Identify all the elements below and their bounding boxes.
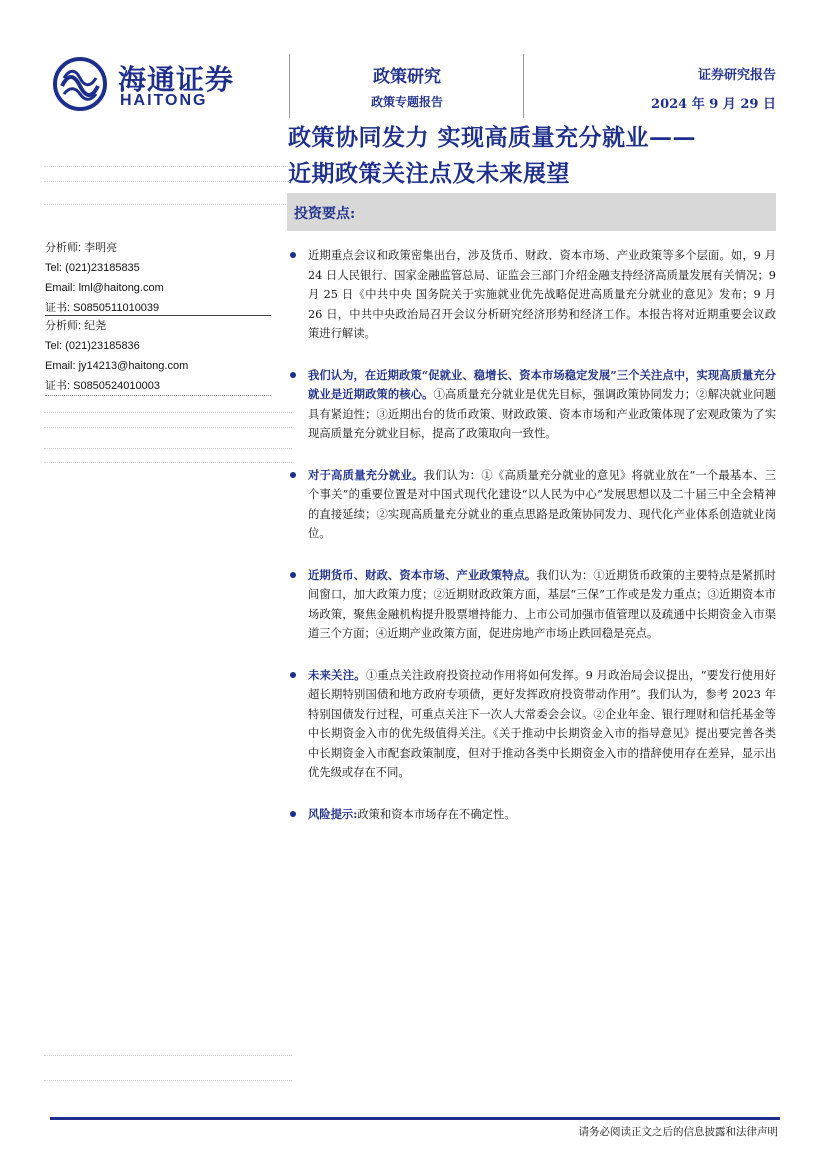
bullet-text: 我们认为：①《高质量充分就业的意见》将就业放在“一个最基本、三个事关”的重要位置是对中国式现代化建设“以人民为中心”发展思想以及二十届三中全会精神的直接延续；②实现高质量充分就业的重点思路是政策协同发力、现代化产业体系创造就业岗位。 — [308, 468, 776, 540]
bullet-icon — [290, 252, 296, 258]
list-item — [288, 466, 776, 544]
bullet-text: 近期重点会议和政策密集出台，涉及货币、财政、资本市场、产业政策等多个层面。如，9 月 24 日人民银行、国家金融监管总局、证监会三部门介绍金融支持经济高质量发展有关情况；9 月 25 日《中共中央 国务院关于实施就业优先战略促进高质量充分就业的意见》发布；9 月 26 日，中共中央政治局召开会议分析研究经济形势和经济工作。本报告将对近期重要会议政策进行解读。 — [308, 249, 776, 340]
analyst-card — [45, 316, 271, 396]
logo-cn-text: 海通证券 — [118, 63, 235, 96]
bullet-lead: 风险提示: — [308, 806, 358, 821]
analyst-email[interactable]: Email: jy14213@haitong.com — [45, 360, 189, 372]
doc-subtype: 政策专题报告 — [370, 95, 443, 109]
divider — [44, 448, 292, 449]
bullet-icon — [290, 472, 296, 478]
analyst-tel: Tel: (021)23185836 — [45, 340, 140, 352]
footer-disclaimer: 请务必阅读正文之后的信息披露和法律声明 — [578, 1126, 778, 1138]
doc-type: 政策研究 — [373, 67, 441, 87]
section-header — [287, 193, 776, 231]
divider — [44, 462, 292, 463]
analyst-name: 分析师: 纪尧 — [45, 320, 107, 332]
bullet-text: 政策和资本市场存在不确定性。 — [357, 807, 516, 821]
divider — [44, 1080, 292, 1081]
analyst-tel: Tel: (021)23185835 — [45, 262, 140, 274]
list-item — [288, 805, 776, 825]
report-date: 2024 年 9 月 29 日 — [651, 97, 776, 112]
divider — [44, 412, 292, 413]
title-line: 政策协同发力 实现高质量充分就业—— — [288, 124, 697, 151]
divider — [44, 181, 292, 182]
divider — [45, 395, 271, 396]
divider — [44, 1055, 292, 1056]
footer-divider — [50, 1117, 780, 1120]
bullet-text: 我们认为：①近期货币政策的主要特点是紧抓时间窗口，加大政策力度；②近期财政政策方面，基层“三保”工作或是发力重点；③近期资本市场政策，聚焦金融机构提升股票增持能力、上市公司加强市值管理以及疏通中长期资金入市渠道三个方面；④近期产业政策方面，促进房地产市场止跌回稳是亮点。 — [308, 568, 776, 640]
list-item — [288, 566, 776, 644]
divider — [44, 166, 292, 167]
analyst-name: 分析师: 李明亮 — [45, 242, 118, 254]
section-title: 投资要点: — [294, 206, 356, 222]
bullet-lead: 未来关注。 — [308, 667, 366, 682]
report-label: 证券研究报告 — [697, 68, 776, 83]
bullet-lead: 对于高质量充分就业。 — [308, 467, 424, 482]
bullet-icon — [290, 572, 296, 578]
bullet-icon — [290, 372, 296, 378]
analyst-email[interactable]: Email: lml@haitong.com — [45, 282, 164, 294]
bullet-lead: 我们认为，在近期政策“促就业、稳增长、资本市场稳定发展”三个关注点中，实现高质量充分就业是近期政策的核心。 — [308, 367, 776, 401]
list-item — [288, 666, 776, 783]
key-points — [288, 246, 776, 824]
logo-en-text: HAITONG — [120, 92, 208, 109]
list-item — [288, 246, 776, 344]
analyst-card — [45, 238, 271, 318]
title-line: 近期政策关注点及未来展望 — [288, 160, 570, 187]
divider — [44, 427, 292, 428]
bullet-lead: 近期货币、财政、资本市场、产业政策特点。 — [308, 567, 537, 582]
list-item — [288, 366, 776, 444]
bullet-icon — [290, 811, 296, 817]
bullet-text: ①重点关注政府投资拉动作用将如何发挥。9 月政治局会议提出，“要发行使用好超长期特别国债和地方政府专项债，更好发挥政府投资带动作用”。我们认为，参考 2023 年特别国债发行过程，可重点关注下一次人大常委会会议。②企业年金、银行理财和信托基金等中长期资金入市的优先级值得关注。《关于推动中长期资金入市的指导意见》提出要完善各类中长期资金入市配套政策制度，但对于推动各类中长期资金入市的措辞使用存在差异，显示出优先级或存在不同。 — [308, 668, 776, 779]
analyst-cert: 证书: S0850511010039 — [45, 302, 160, 314]
divider — [44, 204, 292, 205]
analyst-cert: 证书: S0850524010003 — [45, 380, 160, 392]
company-logo — [52, 56, 252, 112]
page-title — [288, 120, 788, 192]
bullet-text: ①高质量充分就业是优先目标，强调政策协同发力；②解决就业问题具有紧迫性；③近期出台的货币政策、财政政策、资本市场和产业政策体现了宏观政策为了实现高质量充分就业目标，提高了政策取向一致性。 — [308, 388, 776, 440]
haitong-logo-icon — [52, 56, 108, 112]
bullet-icon — [290, 672, 296, 678]
